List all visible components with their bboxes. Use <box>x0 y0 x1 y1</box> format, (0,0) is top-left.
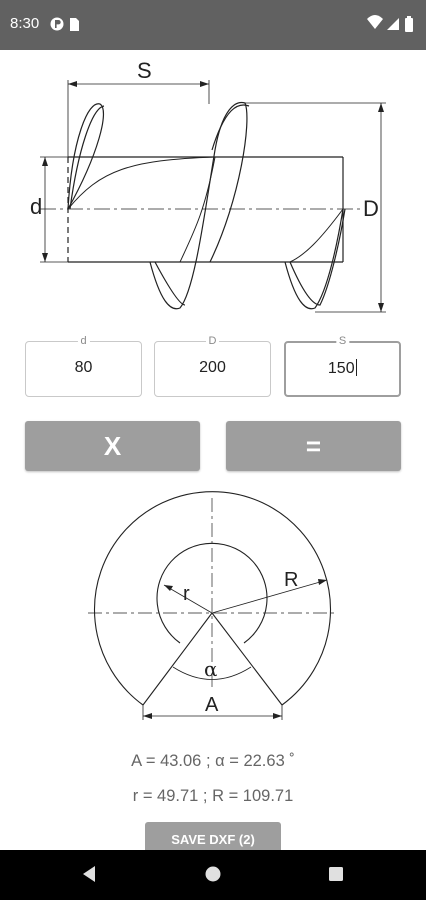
label-d: d <box>30 194 43 219</box>
label-R: R <box>284 569 299 591</box>
notch-edge-right <box>212 613 282 705</box>
status-bar <box>0 0 426 50</box>
d-input-field[interactable] <box>25 335 142 397</box>
S-input-field[interactable] <box>284 335 401 397</box>
outer-radius-line <box>212 580 327 613</box>
back-icon[interactable] <box>80 863 98 885</box>
screw-conveyor-drawing <box>0 50 426 335</box>
status-time: 8:30 <box>10 15 40 32</box>
d-input-label: d <box>77 334 89 348</box>
home-icon[interactable] <box>203 863 223 885</box>
battery-icon <box>405 16 413 32</box>
flight-flat-pattern-drawing <box>0 490 426 735</box>
label-r: r <box>183 583 190 605</box>
navigation-bar <box>0 850 426 900</box>
flight-2-inner <box>155 105 249 305</box>
calculate-button[interactable]: = <box>226 421 401 471</box>
clear-button[interactable]: X <box>25 421 200 471</box>
wifi-icon <box>367 15 383 29</box>
D-input-label: D <box>206 334 220 348</box>
app-notification-icon <box>50 16 82 32</box>
d-input-value[interactable]: 80 <box>74 359 93 376</box>
label-alpha: α <box>204 657 218 681</box>
result-line-2: r = 49.71 ; R = 109.71 <box>132 787 294 805</box>
result-line-1: A = 43.06 ; α = 22.63 ˚ <box>131 752 295 770</box>
helix-curve-3 <box>290 209 343 262</box>
label-s: S <box>137 58 152 83</box>
sd-card-icon <box>70 18 79 31</box>
label-D: D <box>363 196 379 221</box>
flight-2 <box>150 103 247 309</box>
text-cursor <box>356 359 358 376</box>
inner-radius-arrow <box>164 585 173 591</box>
D-input-value[interactable]: 200 <box>199 359 226 376</box>
S-input-value[interactable]: 150 <box>327 360 355 377</box>
recents-icon[interactable] <box>327 863 345 885</box>
outer-radius-arrow <box>318 579 327 585</box>
label-A: A <box>205 694 219 716</box>
helix-curve-2 <box>180 157 215 262</box>
notch-edge-left <box>143 613 212 705</box>
S-input-label: S <box>336 334 349 348</box>
save-dxf-button[interactable]: SAVE DXF (2) <box>145 822 281 854</box>
D-input-field[interactable] <box>154 335 271 397</box>
flight-1 <box>68 104 103 209</box>
flight-3 <box>285 209 343 309</box>
cellular-signal-icon <box>387 18 399 30</box>
